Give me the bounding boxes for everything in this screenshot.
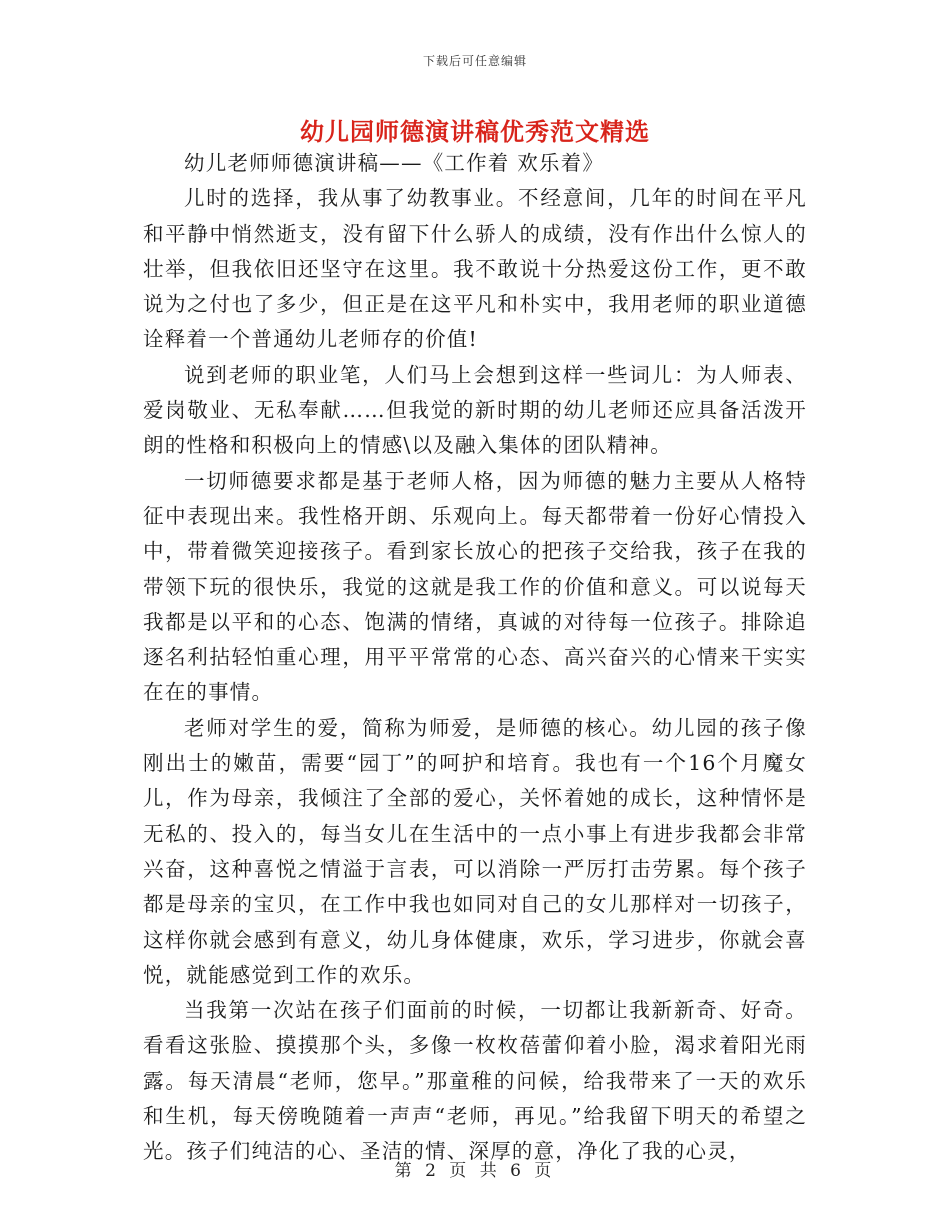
page-footer: 第 2 页 共 6 页 [394, 1161, 556, 1181]
paragraph-3: 一切师德要求都是基于老师人格，因为师德的魅力主要从人格特征中表现出来。我性格开朗、乐观向上。每天都带着一份好心情投入中，带着微笑迎接孩子。看到家长放心的把孩子交给我，孩子在我的带领下玩的很快乐，我觉的这就是我工作的价值和意义。可以说每天我都是以平和的心态、饱满的情绪，真诚的对待每一位孩子。排除追逐名利拈轻怕重心理，用平平常常的心态、高兴奋兴的心情来干实实在在的事情。 [143, 468, 807, 705]
paragraph-1: 儿时的选择，我从事了幼教事业。不经意间，几年的时间在平凡和平静中悄然逝支，没有留下什么骄人的成绩，没有作出什么惊人的壮举，但我依旧还坚守在这里。我不敢说十分热爱这份工作，更不敢说为之付也了多少，但正是在这平凡和朴实中，我用老师的职业道德诠释着一个普通幼儿老师存的价值! [143, 186, 807, 352]
paragraph-2: 说到老师的职业笔，人们马上会想到这样一些词儿：为人师表、爱岗敬业、无私奉献……但我觉的新时期的幼儿老师还应具备活泼开朗的性格和积极向上的情感\以及融入集体的团队精神。 [143, 362, 807, 458]
document-body [143, 146, 807, 1170]
speech-subtitle: 幼儿老师师德演讲稿——《工作着 欢乐着》 [184, 151, 605, 175]
paragraph-5: 当我第一次站在孩子们面前的时候，一切都让我新新奇、好奇。看看这张脸、摸摸那个头，多像一枚枚蓓蕾仰着小脸，渴求着阳光雨露。每天清晨“老师，您早。”那童稚的问候，给我带来了一天的欢乐和生机，每天傍晚随着一声声“老师，再见。”给我留下明天的希望之光。孩子们纯洁的心、圣洁的情、深厚的意，净化了我的心灵， [143, 998, 807, 1164]
paragraph-4: 老师对学生的爱，简称为师爱，是师德的核心。幼儿园的孩子像刚出士的嫩苗，需要“园丁”的呵护和培育。我也有一个16个月魔女儿，作为母亲，我倾注了全部的爱心，关怀着她的成长，这种情怀是无私的、投入的，每当女儿在生活中的一点小事上有进步我都会非常兴奋，这种喜悦之情溢于言表，可以消除一严厉打击劳累。每个孩子都是母亲的宝贝，在工作中我也如同对自己的女儿那样对一切孩子，这样你就会感到有意义，幼儿身体健康，欢乐，学习进步，你就会喜悦，就能感觉到工作的欢乐。 [143, 715, 807, 987]
header-note: 下载后可任意编辑 [422, 54, 527, 68]
document-title: 幼儿园师德演讲稿优秀范文精选 [300, 118, 650, 146]
